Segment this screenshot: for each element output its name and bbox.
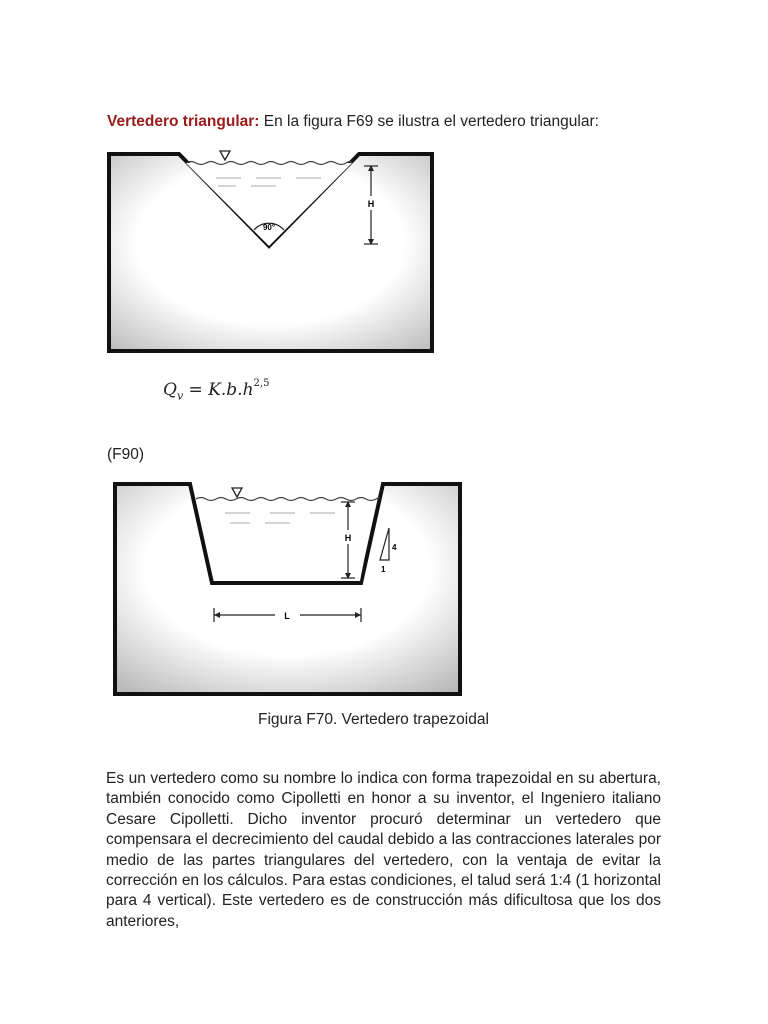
- water-level-marker-icon: [220, 151, 230, 160]
- angle-label: 90°: [262, 223, 276, 232]
- height-label: H: [344, 533, 352, 543]
- trapezoidal-weir-figure: [110, 478, 466, 700]
- formula-rhs: = K.b.h: [183, 380, 254, 400]
- formula-lhs-subscript: v: [176, 389, 184, 403]
- formula-exponent: 2,5: [253, 378, 270, 390]
- figure-label-f90: (F90): [107, 446, 145, 463]
- heading-lead: Vertedero triangular:: [107, 113, 260, 130]
- figure-caption: Figura F70. Vertedero trapezoidal: [258, 711, 489, 728]
- length-label: L: [284, 611, 290, 621]
- height-label: H: [367, 199, 375, 209]
- heading-text: En la figura F69 se ilustra el vertedero triangular:: [259, 113, 599, 130]
- section-heading: [107, 112, 707, 132]
- body-paragraph: Es un vertedero como su nombre lo indica con forma trapezoidal en su abertura, también conocido como Cipolletti en honor a su inventor, el Ingeniero italiano Cesare Cipolletti. Dicho inventor procuró determinar un vertedero que compensara el decrecimiento del caudal debido a las contracciones laterales por medio de las partes triangulares del vertedero, con la ventaja de evitar la corrección en los cálculos. Para estas condiciones, el talud será 1:4 (1 horizontal para 4 vertical). Este vertedero es de construcción más dificultosa que los dos anteriores,: [106, 770, 661, 930]
- triangular-weir-figure: [106, 148, 436, 358]
- formula-lhs: Q: [163, 380, 177, 400]
- discharge-formula: [163, 380, 269, 402]
- slope-vertical-label: 4: [392, 543, 397, 552]
- slope-horizontal-label: 1: [381, 565, 386, 574]
